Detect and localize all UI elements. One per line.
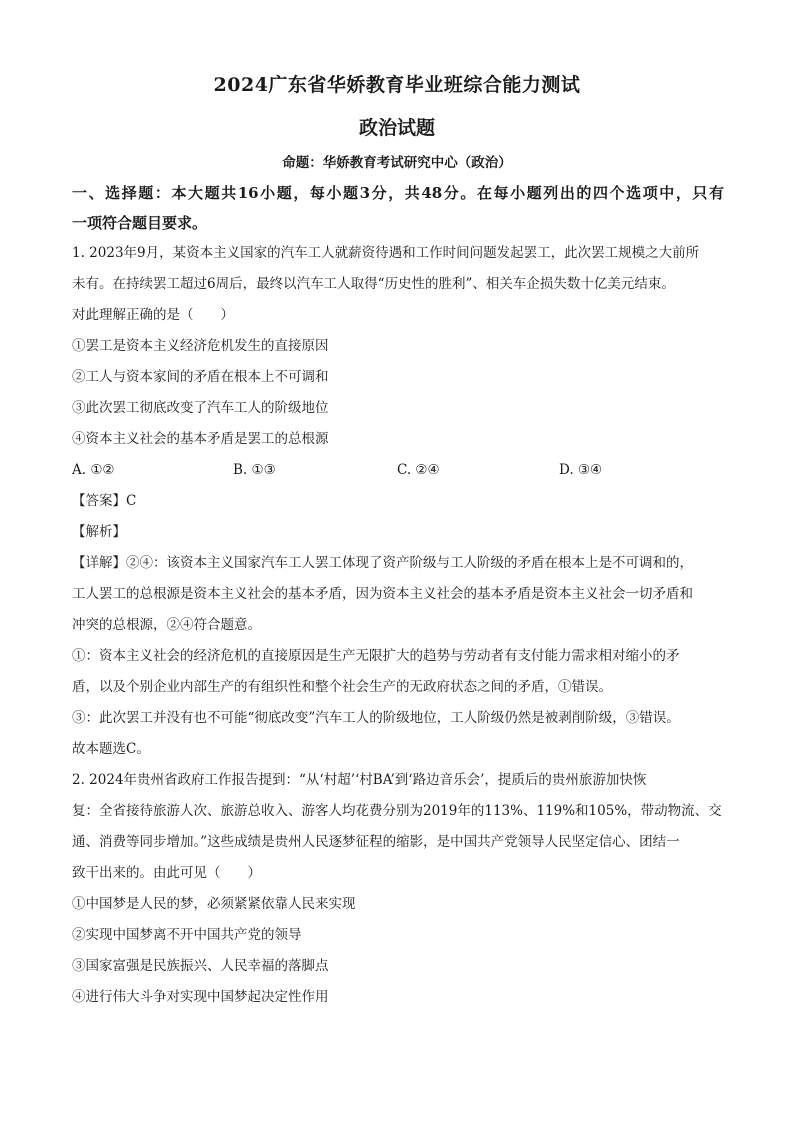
question-2-stem-line-1: 2. 2024年贵州省政府工作报告提到：“从‘村超’‘村BA’到‘路边音乐会’，提质后的贵州旅游加快恢	[72, 772, 647, 788]
question-2-item-2: ②实现中国梦离不开中国共产党的领导	[72, 927, 302, 943]
detail-line-1: 【详解】②④：该资本主义国家汽车工人罢工体现了资产阶级与工人阶级的矛盾在根本上是不可调和的，	[72, 555, 693, 571]
question-1-stem-line-3: 对此理解正确的是（ ）	[72, 307, 234, 323]
detail-line-2: 工人罢工的总根源是资本主义社会的基本矛盾，因为资本主义社会的基本矛盾是资本主义社会一切矛盾和	[72, 586, 693, 602]
question-2-stem-line-3: 通、消费等同步增加。”这些成绩是贵州人民逐梦征程的缩影，是中国共产党领导人民坚定信心、团结一	[72, 834, 680, 850]
question-1-item-3: ③此次罢工彻底改变了汽车工人的阶级地位	[72, 400, 329, 416]
question-1-options	[72, 455, 724, 486]
question-2-stem-line-2: 复：全省接待旅游人次、旅游总收入、游客人均花费分别为2019年的113%、119%和105%，带动物流、交	[72, 803, 722, 819]
answer-line: 【答案】C	[72, 493, 137, 509]
question-1-item-2: ②工人与资本家间的矛盾在根本上不可调和	[72, 369, 329, 385]
question-2-item-1: ①中国梦是人民的梦，必须紧紧依靠人民来实现	[72, 896, 356, 912]
question-2-stem-line-4: 致干出来的。由此可见（ ）	[72, 865, 261, 881]
detail-line-6: ③：此次罢工并没有也不可能“彻底改变”汽车工人的阶级地位，工人阶级仍然是被剥削阶级，③错误。	[72, 710, 680, 726]
question-1-stem-line-2: 未有。在持续罢工超过6周后，最终以汽车工人取得“历史性的胜利”、相关车企损失数十亿美元结束。	[72, 276, 675, 292]
detail-line-7: 故本题选C。	[72, 741, 150, 757]
section-heading-line-2: 一项符合题目要求。	[72, 214, 208, 232]
question-1-item-4: ④资本主义社会的基本矛盾是罢工的总根源	[72, 431, 329, 447]
exam-body	[72, 178, 724, 1013]
page-subtitle: 政治试题	[358, 117, 435, 139]
question-1-stem-line-1: 1. 2023年9月，某资本主义国家的汽车工人就薪资待遇和工作时间问题发起罢工，此次罢工规模之大前所	[72, 245, 700, 261]
option-c: C. ②④	[397, 462, 440, 478]
option-a: A. ①②	[72, 462, 115, 478]
detail-line-3: 冲突的总根源，②④符合题意。	[72, 617, 261, 633]
author-line: 命题：华娇教育考试研究中心（政治）	[282, 155, 512, 171]
detail-line-5: 盾，以及个别企业内部生产的有组织性和整个社会生产的无政府状态之间的矛盾，①错误。	[72, 679, 612, 695]
analysis-label: 【解析】	[72, 524, 126, 540]
detail-line-4: ①：资本主义社会的经济危机的直接原因是生产无限扩大的趋势与劳动者有支付能力需求相对缩小的矛	[72, 648, 680, 664]
question-1-item-1: ①罢工是资本主义经济危机发生的直接原因	[72, 338, 329, 354]
section-heading-line-1: 一、选择题：本大题共16小题，每小题3分，共48分。在每小题列出的四个选项中，只有	[72, 184, 724, 202]
question-2-item-3: ③国家富强是民族振兴、人民幸福的落脚点	[72, 958, 329, 974]
question-2-item-4: ④进行伟大斗争对实现中国梦起决定性作用	[72, 989, 329, 1005]
option-b: B. ①③	[233, 462, 276, 478]
option-d: D. ③④	[559, 462, 603, 478]
page-title: 2024广东省华娇教育毕业班综合能力测试	[213, 74, 581, 96]
